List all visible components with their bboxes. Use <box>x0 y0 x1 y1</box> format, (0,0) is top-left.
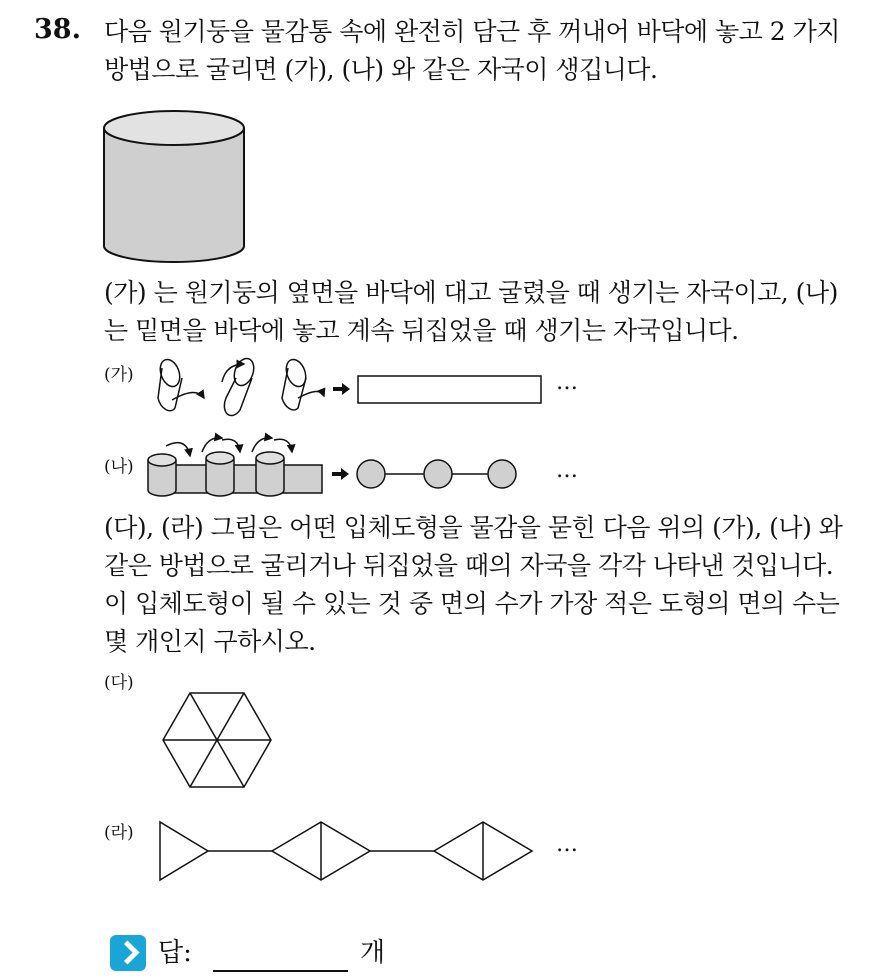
flipping-cylinders-na <box>148 438 322 496</box>
answer-label: 답: <box>158 938 192 968</box>
question-line-5: (다), (라) 그림은 어떤 입체도형을 물감을 묻힌 다음 위의 (가), (나) 와 <box>104 513 843 542</box>
question-line-8: 몇 개인지 구하시오. <box>104 627 316 656</box>
trace-circles-na <box>357 460 516 488</box>
figure-label-ra: (라) <box>104 823 134 843</box>
arrow-ga-head <box>342 383 350 395</box>
flip-cylinder-3 <box>256 452 284 496</box>
figure-label-da: (다) <box>104 673 134 693</box>
rolling-cylinder-2 <box>222 356 257 416</box>
hexagon-trace-da <box>163 693 271 787</box>
figure-label-ga: (가) <box>104 365 134 385</box>
ellipsis-na: … <box>556 458 578 483</box>
cylinder-figure <box>104 111 244 262</box>
question-line-1: 다음 원기둥을 물감통 속에 완전히 담근 후 꺼내어 바닥에 놓고 2 가지 <box>104 17 840 46</box>
ellipsis-ra: … <box>556 832 578 857</box>
question-number: 38. <box>34 14 81 45</box>
answer-input-line[interactable] <box>213 970 348 972</box>
question-line-7: 이 입체도형이 될 수 있는 것 중 면의 수가 가장 적은 도형의 면의 수는 <box>104 589 840 618</box>
rolling-cylinders-ga <box>157 356 324 416</box>
ellipsis-ga: … <box>556 370 578 395</box>
rolling-cylinder-3 <box>282 357 324 410</box>
rolling-cylinder-1 <box>157 357 204 411</box>
flip-cylinder-2 <box>206 452 234 496</box>
question-line-2: 방법으로 굴리면 (가), (나) 와 같은 자국이 생깁니다. <box>104 55 658 84</box>
answer-unit: 개 <box>360 938 386 968</box>
question-line-4: 는 밑면을 바닥에 놓고 계속 뒤집었을 때 생기는 자국입니다. <box>104 316 739 345</box>
question-line-6: 같은 방법으로 굴리거나 뒤집었을 때의 자국을 각각 나타낸 것입니다. <box>104 551 834 580</box>
figure-label-na: (나) <box>104 457 134 477</box>
flip-cylinder-1 <box>148 454 176 496</box>
triangle-traces-ra <box>160 822 532 880</box>
chevron-right-icon <box>110 935 146 971</box>
arrow-na-head <box>341 468 349 480</box>
trace-rectangle-ga <box>358 376 541 403</box>
question-line-3: (가) 는 원기둥의 옆면을 바닥에 대고 굴렸을 때 생기는 자국이고, (나) <box>104 278 838 307</box>
